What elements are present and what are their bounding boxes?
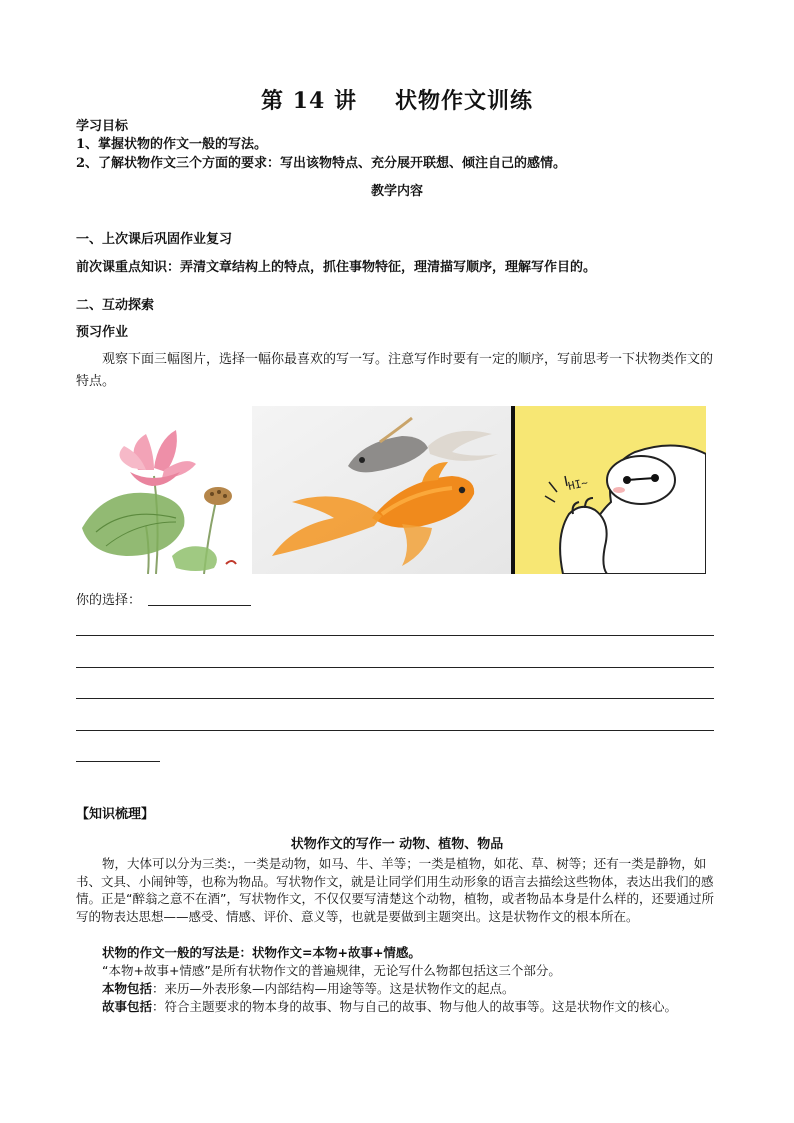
writing-line-4[interactable]: [76, 730, 714, 731]
knowledge-paragraph-4: [76, 980, 718, 998]
story-lead: 故事包括: [102, 999, 153, 1014]
page-title: [0, 84, 794, 115]
lesson-topic: 状物作文训练: [394, 88, 533, 114]
writing-line-2[interactable]: [76, 667, 714, 668]
item-lead: 本物包括: [102, 981, 153, 996]
choice-blank[interactable]: [148, 605, 251, 606]
knowledge-paragraph-3: “本物+故事+情感”是所有状物作文的普遍规律，无论写什么物都包括这三个部分。: [102, 963, 561, 978]
goldfish-image: [252, 406, 511, 574]
goal-item-1: 1、掌握状物的作文一般的写法。: [76, 137, 268, 152]
knowledge-subtitle: 状物作文的写作一 动物、植物、物品: [290, 837, 504, 852]
goals-heading: 学习目标: [76, 119, 129, 134]
knowledge-paragraph-1: 物，大体可以分为三类:，一类是动物，如马、牛、羊等；一类是植物，如花、草、树等；还有一类是静物，如书、文具、小闹钟等，也称为物品。写状物作文，就是让同学们用生动形象的语言去描绘这些物体，表达出我们的感情。正是“醉翁之意不在酒”，写状物作文，不仅仅要写清楚这个动物，植物，或者物品本身是什么样的，还要通过所写的物表达思想——感受、情感、评价、意义等，也就是要做到主题突出。这是状物作文的根本所在。: [76, 856, 714, 924]
writing-line-3[interactable]: [76, 698, 714, 699]
section1-text: 前次课重点知识：弄清文章结构上的特点，抓住事物特征，理清描写顺序，理解写作目的。: [76, 260, 597, 275]
goal-item-2: 2、了解状物作文三个方面的要求：写出该物特点、充分展开联想、倾注自己的感情。: [76, 156, 567, 171]
section1-heading: 一、上次课后巩固作业复习: [76, 232, 233, 247]
lesson-number: 第 14 讲: [261, 88, 357, 114]
baymax-greeting: HI~: [566, 476, 590, 493]
knowledge-paragraph-2: 状物的作文一般的写法是：状物作文=本物+故事+情感。: [102, 945, 421, 960]
lotus-image: [76, 406, 252, 574]
story-text: ：符合主题要求的物本身的故事、物与自己的故事、物与他人的故事等。这是状物作文的核心。: [152, 999, 678, 1014]
section2-instructions: 观察下面三幅图片，选择一幅你最喜欢的写一写。注意写作时要有一定的顺序，写前思考一下状物类作文的特点。: [76, 352, 714, 389]
knowledge-paragraph-5: [76, 998, 718, 1016]
answer-label: 你的选择：: [76, 593, 142, 608]
writing-line-5[interactable]: [76, 761, 160, 762]
item-text: ：来历—外表形象—内部结构—用途等等。这是状物作文的起点。: [152, 981, 515, 996]
section2-heading: 二、互动探索: [76, 298, 155, 313]
writing-line-1[interactable]: [76, 635, 714, 636]
section2-subheading: 预习作业: [76, 325, 129, 340]
baymax-image: [515, 406, 706, 574]
knowledge-heading: 【知识梳理】: [76, 807, 155, 822]
content-heading: 教学内容: [370, 184, 423, 199]
